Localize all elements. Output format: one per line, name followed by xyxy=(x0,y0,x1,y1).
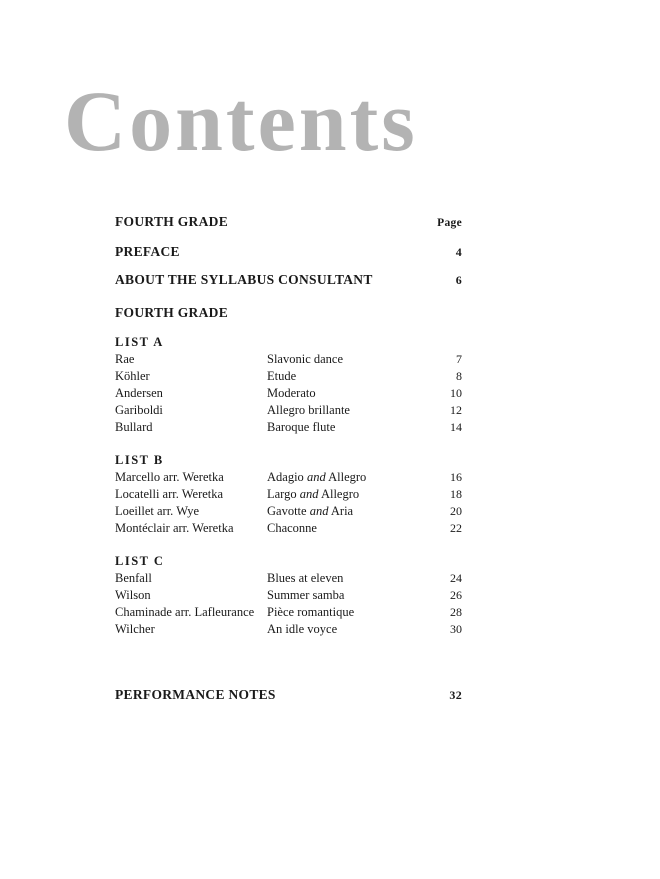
piece-title: Chaconne xyxy=(267,521,317,535)
piece-title-part: Aria xyxy=(330,504,354,518)
page-number: 26 xyxy=(450,588,462,602)
composer-name: Rae xyxy=(115,352,135,366)
page-number: 12 xyxy=(450,403,462,417)
toc-heading-label: PERFORMANCE NOTES xyxy=(115,687,276,702)
page-number: 18 xyxy=(450,487,462,501)
piece-title: Baroque flute xyxy=(267,420,336,434)
composer-name: Chaminade arr. Lafleurance xyxy=(115,605,255,619)
composer-name: Loeillet arr. Wye xyxy=(115,504,200,518)
piece-title xyxy=(267,503,353,519)
piece-title-conjunction: and xyxy=(306,470,326,484)
toc-heading-fourth-grade[interactable] xyxy=(115,214,462,230)
toc-heading-label: PREFACE xyxy=(115,244,180,259)
toc-heading-performance-notes[interactable] xyxy=(115,687,462,703)
piece-title: Slavonic dance xyxy=(267,352,344,366)
list-c-heading: LIST C xyxy=(115,554,165,568)
piece-title-part: Adagio xyxy=(267,470,304,484)
composer-name: Andersen xyxy=(115,386,163,400)
composer-name: Locatelli arr. Weretka xyxy=(115,487,224,501)
page-number: 30 xyxy=(450,622,462,636)
page-number: 32 xyxy=(449,688,462,702)
page-column-label: Page xyxy=(437,217,462,229)
piece-title: An idle voyce xyxy=(267,622,338,636)
piece-title-part: Gavotte xyxy=(267,504,307,518)
piece-title-part: Allegro xyxy=(328,470,367,484)
composer-name: Montéclair arr. Weretka xyxy=(115,521,234,535)
page-number: 22 xyxy=(450,521,462,535)
toc-heading-preface[interactable] xyxy=(115,244,462,260)
composer-name: Köhler xyxy=(115,369,150,383)
composer-name: Wilson xyxy=(115,588,151,602)
piece-title xyxy=(267,469,366,485)
page-number: 10 xyxy=(450,386,462,400)
composer-name: Wilcher xyxy=(115,622,155,636)
composer-name: Gariboldi xyxy=(115,403,163,417)
toc-heading-label: ABOUT THE SYLLABUS CONSULTANT xyxy=(115,272,373,287)
toc-heading-label: FOURTH GRADE xyxy=(115,214,229,229)
composer-name: Benfall xyxy=(115,571,152,585)
page-number: 6 xyxy=(455,273,462,287)
piece-title: Pièce romantique xyxy=(267,605,355,619)
piece-title-conjunction: and xyxy=(299,487,319,501)
piece-title-part: Allegro xyxy=(320,487,360,501)
toc-heading-syllabus-consultant[interactable] xyxy=(115,272,462,288)
list-b-heading: LIST B xyxy=(115,453,164,467)
page-number: 16 xyxy=(450,470,462,484)
page-number: 24 xyxy=(450,571,462,585)
list-a-heading: LIST A xyxy=(115,335,164,349)
piece-title-part: Largo xyxy=(267,487,297,501)
toc-heading-fourth-grade-section[interactable] xyxy=(115,305,462,321)
page-number: 28 xyxy=(450,605,462,619)
page-title: Contents xyxy=(64,73,418,169)
piece-title: Blues at eleven xyxy=(267,571,344,585)
piece-title xyxy=(267,486,359,502)
piece-title: Etude xyxy=(267,369,297,383)
toc-heading-label: FOURTH GRADE xyxy=(115,305,229,320)
page-number: 14 xyxy=(450,420,462,434)
piece-title-conjunction: and xyxy=(309,504,329,518)
page-number: 20 xyxy=(450,504,462,518)
piece-title: Moderato xyxy=(267,386,316,400)
piece-title: Allegro brillante xyxy=(267,403,350,417)
page-number: 7 xyxy=(456,352,462,366)
page-number: 8 xyxy=(456,369,462,383)
composer-name: Marcello arr. Weretka xyxy=(115,470,224,484)
piece-title: Summer samba xyxy=(267,588,345,602)
composer-name: Bullard xyxy=(115,420,153,434)
page-number: 4 xyxy=(455,245,462,259)
